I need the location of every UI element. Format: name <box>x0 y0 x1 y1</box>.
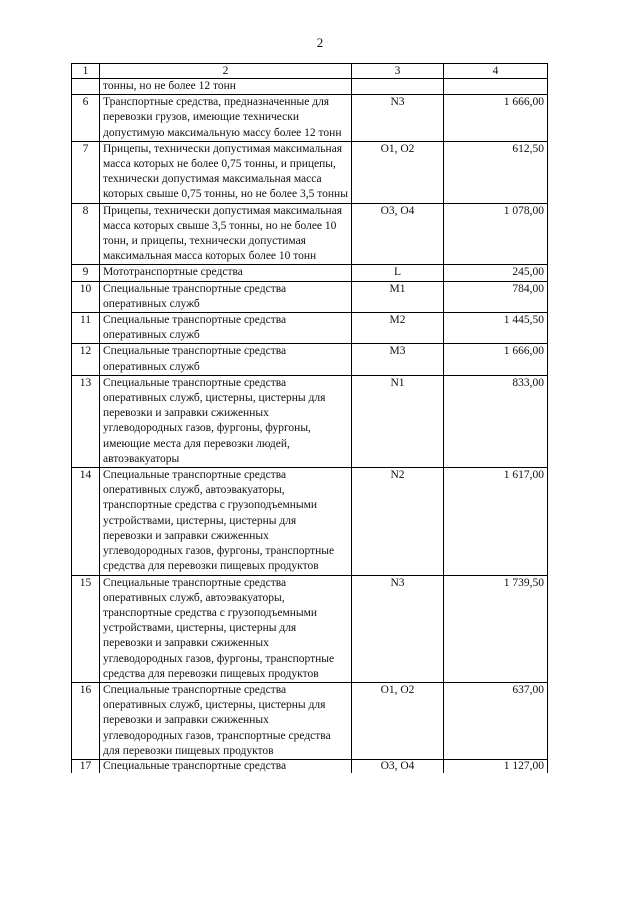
row-amount <box>444 79 548 95</box>
row-category: M2 <box>352 313 444 344</box>
tariff-table <box>71 63 548 773</box>
row-category: O1, O2 <box>352 141 444 203</box>
table-row <box>72 375 548 467</box>
table-row <box>72 313 548 344</box>
row-description: Специальные транспортные средства оперативных служб <box>100 313 352 344</box>
row-description: Специальные транспортные средства оперативных служб, автоэвакуаторы, транспортные средства с грузоподъемными устройствами, цистерны, цистерны для перевозки и заправки сжиженных углеводородных газов, фургоны, транспортные средства для перевозки пищевых продуктов <box>100 468 352 575</box>
row-number: 9 <box>72 265 100 281</box>
row-amount: 784,00 <box>444 281 548 312</box>
row-description: Специальные транспортные средства <box>100 759 352 773</box>
row-amount: 245,00 <box>444 265 548 281</box>
row-category: O3, O4 <box>352 759 444 773</box>
row-category: M3 <box>352 344 444 375</box>
table-row <box>72 95 548 142</box>
row-category: L <box>352 265 444 281</box>
row-number: 14 <box>72 468 100 575</box>
row-description: Специальные транспортные средства оперативных служб <box>100 281 352 312</box>
row-description: Прицепы, технически допустимая максимальная масса которых не более 0,75 тонны, и прицепы, технически допустимая максимальная масса которых свыше 0,75 тонны, но не более 3,5 тонны <box>100 141 352 203</box>
table-row <box>72 141 548 203</box>
table-header-row <box>72 64 548 79</box>
row-amount: 637,00 <box>444 682 548 759</box>
row-category: N1 <box>352 375 444 467</box>
row-number: 16 <box>72 682 100 759</box>
row-description: Мототранспортные средства <box>100 265 352 281</box>
row-amount: 1 445,50 <box>444 313 548 344</box>
row-number: 8 <box>72 203 100 265</box>
row-amount: 1 739,50 <box>444 575 548 682</box>
table-row <box>72 265 548 281</box>
row-number: 15 <box>72 575 100 682</box>
row-amount: 612,50 <box>444 141 548 203</box>
row-number: 10 <box>72 281 100 312</box>
row-category: M1 <box>352 281 444 312</box>
row-number <box>72 79 100 95</box>
table-row <box>72 281 548 312</box>
row-amount: 1 666,00 <box>444 344 548 375</box>
page-number: 2 <box>316 35 324 50</box>
table-row <box>72 344 548 375</box>
row-description: Специальные транспортные средства оперативных служб, автоэвакуаторы, транспортные средства с грузоподъемными устройствами, цистерны, цистерны для перевозки и заправки сжиженных углеводородных газов, фургоны, транспортные средства для перевозки пищевых продуктов <box>100 575 352 682</box>
row-number: 6 <box>72 95 100 142</box>
row-amount: 1 078,00 <box>444 203 548 265</box>
row-description: Прицепы, технически допустимая максимальная масса которых свыше 3,5 тонны, но не более 10 тонн, и прицепы, технически допустимая максимальная масса которых более 10 тонн <box>100 203 352 265</box>
row-category: O3, O4 <box>352 203 444 265</box>
row-description: тонны, но не более 12 тонн <box>100 79 352 95</box>
row-amount: 1 127,00 <box>444 759 548 773</box>
row-category: N3 <box>352 95 444 142</box>
row-category: N2 <box>352 468 444 575</box>
table-row <box>72 682 548 759</box>
row-description: Транспортные средства, предназначенные для перевозки грузов, имеющие технически допустимую максимальную массу более 12 тонн <box>100 95 352 142</box>
table-row <box>72 79 548 95</box>
table-row <box>72 468 548 575</box>
row-amount: 833,00 <box>444 375 548 467</box>
row-category <box>352 79 444 95</box>
row-number: 17 <box>72 759 100 773</box>
table-row <box>72 575 548 682</box>
row-description: Специальные транспортные средства оперативных служб, цистерны, цистерны для перевозки и заправки сжиженных углеводородных газов, фургоны, фургоны, имеющие места для перевозки людей, автоэвакуаторы <box>100 375 352 467</box>
row-number: 11 <box>72 313 100 344</box>
column-header: 3 <box>352 64 444 79</box>
row-number: 12 <box>72 344 100 375</box>
column-header: 2 <box>100 64 352 79</box>
row-amount: 1 617,00 <box>444 468 548 575</box>
row-number: 7 <box>72 141 100 203</box>
row-category: O1, O2 <box>352 682 444 759</box>
column-header: 4 <box>444 64 548 79</box>
row-description: Специальные транспортные средства оперативных служб, цистерны, цистерны для перевозки и заправки сжиженных углеводородных газов, транспортные средства для перевозки пищевых продуктов <box>100 682 352 759</box>
row-amount: 1 666,00 <box>444 95 548 142</box>
row-category: N3 <box>352 575 444 682</box>
column-header: 1 <box>72 64 100 79</box>
table-row <box>72 203 548 265</box>
row-number: 13 <box>72 375 100 467</box>
table-row <box>72 759 548 773</box>
row-description: Специальные транспортные средства оперативных служб <box>100 344 352 375</box>
